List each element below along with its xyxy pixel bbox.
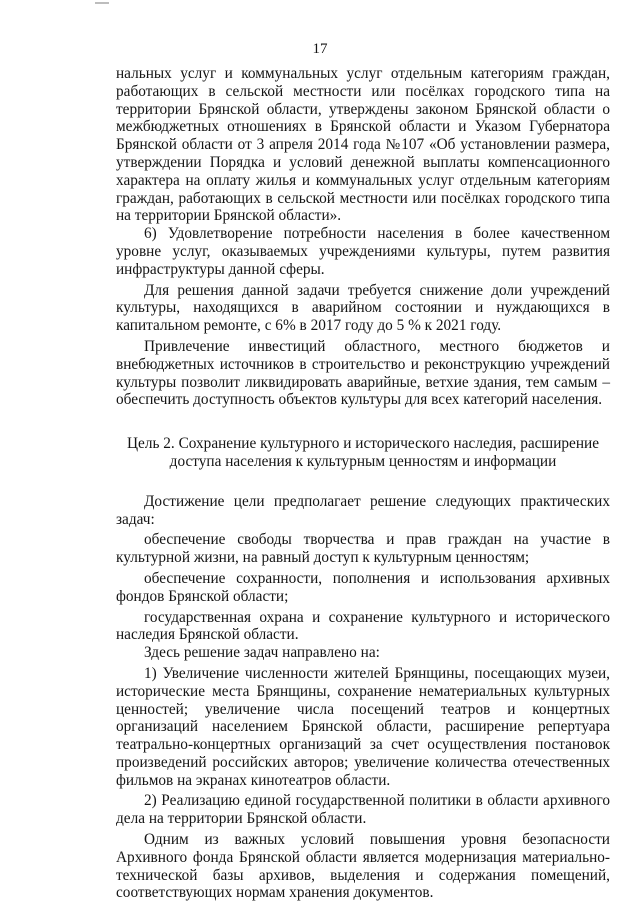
- section-heading: [116, 435, 610, 471]
- list-item: обеспечение свободы творчества и прав граждан на участие в культурной жизни, на равный доступ к культурным ценностям;: [116, 531, 610, 567]
- numbered-paragraph: 2) Реализацию единой государственной политики в области архивного дела на территории Брянской области.: [116, 792, 610, 828]
- section-heading-line: доступа населения к культурным ценностям и информации: [169, 452, 557, 470]
- list-item: государственная охрана и сохранение культурного и исторического наследия Брянской области.: [116, 608, 610, 644]
- numbered-paragraph: 1) Увеличение численности жителей Брянщины, посещающих музеи, исторические места Брянщины, сохранение нематериальных культурных ценностей; увеличение числа посещений театров и концертных организаций населением Брянской области, расширение репертуара театрально-концертных организаций за счет осуществления постановок произведений российских авторов; увеличение количества отечественных фильмов на экранах кинотеатров области.: [116, 664, 610, 789]
- page-number: 17: [312, 41, 328, 57]
- document-body: [116, 65, 610, 902]
- paragraph: Привлечение инвестиций областного, местного бюджетов и внебюджетных источников в строительство и реконструкцию учреждений культуры позволит ликвидировать аварийные, ветхие здания, тем самым – обеспечить доступность объектов культуры для всех категорий населения.: [116, 337, 610, 409]
- paragraph: Для решения данной задачи требуется снижение доли учреждений культуры, находящихся в аварийном состоянии и нуждающихся в капитальном ремонте, с 6% в 2017 году до 5 % к 2021 году.: [116, 281, 610, 335]
- paragraph: Достижение цели предполагает решение следующих практических задач:: [116, 492, 610, 528]
- scan-artifact: [95, 2, 109, 4]
- paragraph: Здесь решение задач направлено на:: [144, 644, 380, 662]
- section-heading-line: Цель 2. Сохранение культурного и исторического наследия, расширение: [127, 435, 599, 453]
- list-item: обеспечение сохранности, пополнения и использования архивных фондов Брянской области;: [116, 569, 610, 605]
- paragraph: 6) Удовлетворение потребности населения в более качественном уровне услуг, оказываемых учреждениями культуры, путем развития инфраструктуры данной сферы.: [116, 225, 610, 278]
- paragraph-continuation: нальных услуг и коммунальных услуг отдельным категориям граждан, работающих в сельской местности или посёлках городского типа на территории Брянской области, утверждены законом Брянской области о межбюджетных отношениях в Брянской области и Указом Губернатора Брянской области от 3 апреля 2014 года №107 «Об установлении размера, утверждении Порядка и условий денежной выплаты компенсационного характера на оплату жилья и коммунальных услуг отдельным категориям граждан, работающих в сельской местности или посёлках городского типа на территории Брянской области».: [116, 65, 610, 225]
- paragraph: Одним из важных условий повышения уровня безопасности Архивного фонда Брянской области является модернизация материально-технической базы архивов, выделения и содержания помещений, соответствующих нормам хранения документов.: [116, 831, 610, 902]
